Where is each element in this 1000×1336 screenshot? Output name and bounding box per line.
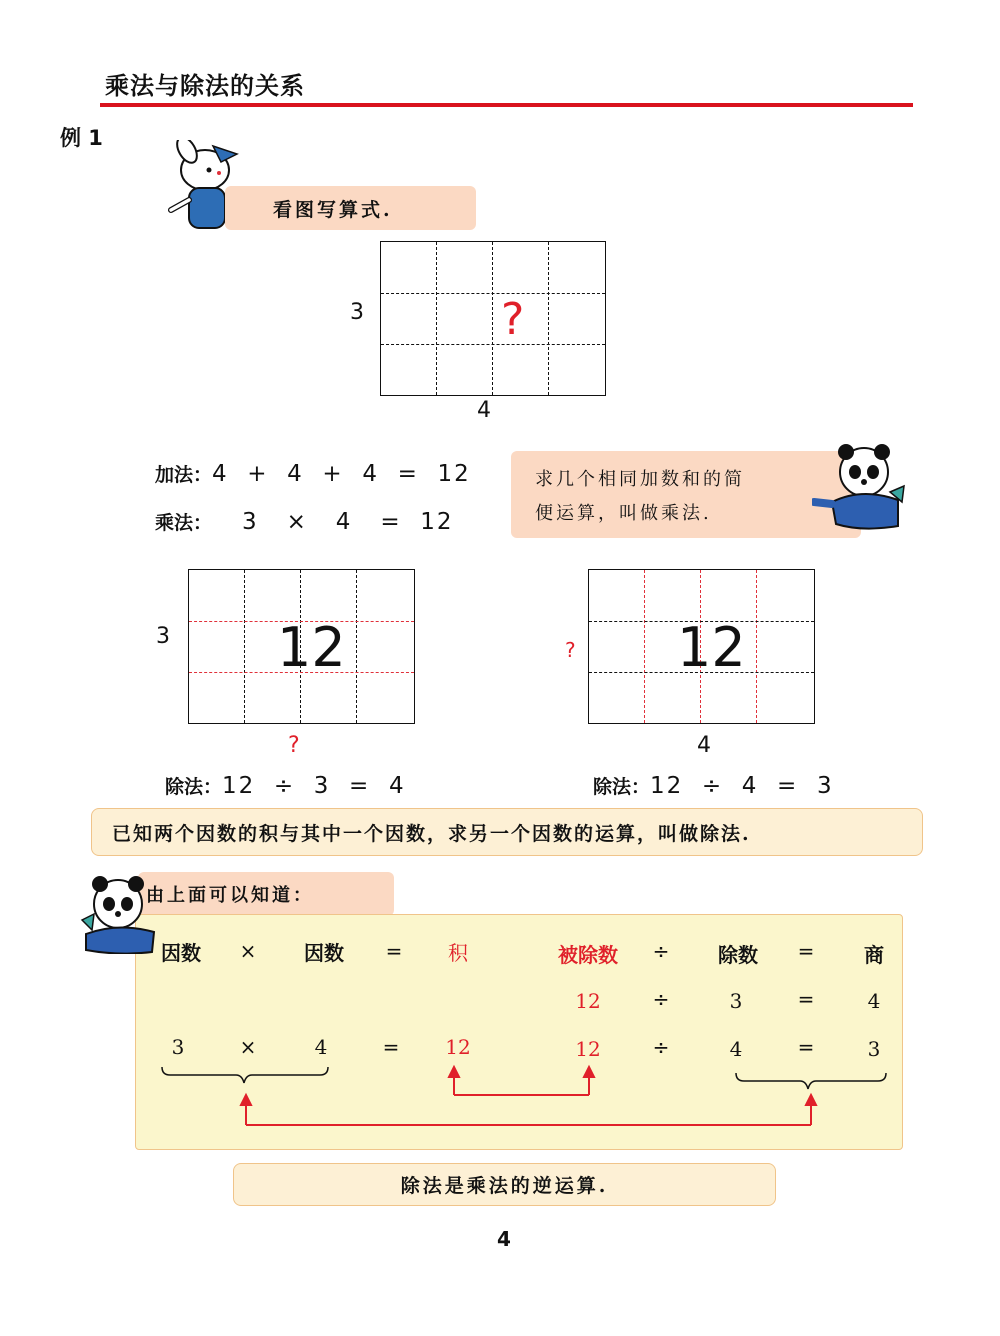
division2-expression: 12 ÷ 4 = 3 xyxy=(650,773,834,799)
page-number: 4 xyxy=(497,1227,511,1251)
row1-divide: ÷ xyxy=(652,987,670,1011)
factor-divisor-arrow xyxy=(241,1095,816,1125)
row1-quotient: 4 xyxy=(867,989,881,1013)
grid-diagram-3 xyxy=(588,569,815,724)
panda-bubble-1-line-2: 便运算，叫做乘法. xyxy=(535,502,712,524)
rabbit-bubble-text: 看图写算式. xyxy=(273,198,393,221)
division-equation-2 xyxy=(593,772,834,799)
panda-bubble-2-text: 由上面可以知道： xyxy=(146,885,314,906)
relation-table xyxy=(135,914,903,1150)
division-definition-text: 已知两个因数的积与其中一个因数，求另一个因数的运算，叫做除法. xyxy=(112,822,751,845)
grid2-cols-question: ? xyxy=(288,733,300,758)
header-product: 积 xyxy=(448,941,468,965)
multiplication-equation xyxy=(155,508,454,535)
header-equals-2: = xyxy=(797,939,815,963)
header-factor-1: 因数 xyxy=(161,941,201,965)
header-divisor: 除数 xyxy=(718,943,758,967)
example-label: 例 1 xyxy=(60,126,103,150)
multiplication-expression: 3 × 4 = 12 xyxy=(242,509,454,535)
grid1-rows-label: 3 xyxy=(350,300,364,325)
page-title: 乘法与除法的关系 xyxy=(105,72,305,100)
header-equals-1: = xyxy=(385,939,403,963)
division-equation-1 xyxy=(165,772,406,799)
division1-expression: 12 ÷ 3 = 4 xyxy=(222,773,406,799)
rabbit-speech-bubble xyxy=(225,186,476,230)
row2-equals-1: = xyxy=(382,1035,400,1059)
conclusion-text: 除法是乘法的逆运算. xyxy=(400,1175,609,1197)
panda-mascot-2-icon xyxy=(78,872,168,954)
grid3-product: 12 xyxy=(677,616,746,679)
grid-diagram-1 xyxy=(380,241,606,396)
division-definition-box xyxy=(91,808,923,856)
row1-equals: = xyxy=(797,987,815,1011)
header-times: × xyxy=(239,939,257,963)
row2-divide: ÷ xyxy=(652,1035,670,1059)
multiplication-label: 乘法： xyxy=(155,512,213,534)
row2-dividend: 12 xyxy=(575,1037,601,1061)
row2-equals-2: = xyxy=(797,1035,815,1059)
grid2-rows-label: 3 xyxy=(156,624,170,649)
row2-times: × xyxy=(239,1035,257,1059)
header-factor-2: 因数 xyxy=(304,941,344,965)
relation-arrows-diagram xyxy=(136,915,904,1151)
header-dividend: 被除数 xyxy=(558,943,618,967)
row2-quotient: 3 xyxy=(867,1037,881,1061)
addition-label: 加法： xyxy=(155,464,213,486)
division1-label: 除法： xyxy=(165,776,223,798)
grid3-rows-question: ? xyxy=(565,638,576,662)
panda-speech-bubble-2 xyxy=(138,872,394,916)
panda-bubble-1-line-1: 求几个相同加数和的简 xyxy=(535,468,745,490)
addition-equation xyxy=(155,460,471,487)
right-brace xyxy=(736,1073,886,1089)
row2-divisor: 4 xyxy=(729,1037,743,1061)
addition-expression: 4 + 4 + 4 = 12 xyxy=(212,461,471,487)
row2-factor-2: 4 xyxy=(314,1035,328,1059)
grid1-question-mark: ? xyxy=(501,294,525,345)
row2-product: 12 xyxy=(445,1035,471,1059)
header-divide: ÷ xyxy=(652,939,670,963)
conclusion-box xyxy=(233,1163,776,1206)
panda-mascot-icon xyxy=(812,442,908,532)
row2-factor-1: 3 xyxy=(171,1035,185,1059)
product-dividend-arrow xyxy=(449,1067,594,1095)
row1-dividend: 12 xyxy=(575,989,601,1013)
left-brace xyxy=(162,1067,328,1083)
row1-divisor: 3 xyxy=(729,989,743,1013)
grid3-cols-label: 4 xyxy=(697,733,711,758)
grid-diagram-2 xyxy=(188,569,415,724)
grid1-cols-label: 4 xyxy=(477,398,491,423)
header-quotient: 商 xyxy=(864,943,884,967)
panda-speech-bubble-1 xyxy=(511,451,861,538)
grid2-product: 12 xyxy=(277,616,346,679)
title-underline xyxy=(100,103,913,107)
division2-label: 除法： xyxy=(593,776,651,798)
